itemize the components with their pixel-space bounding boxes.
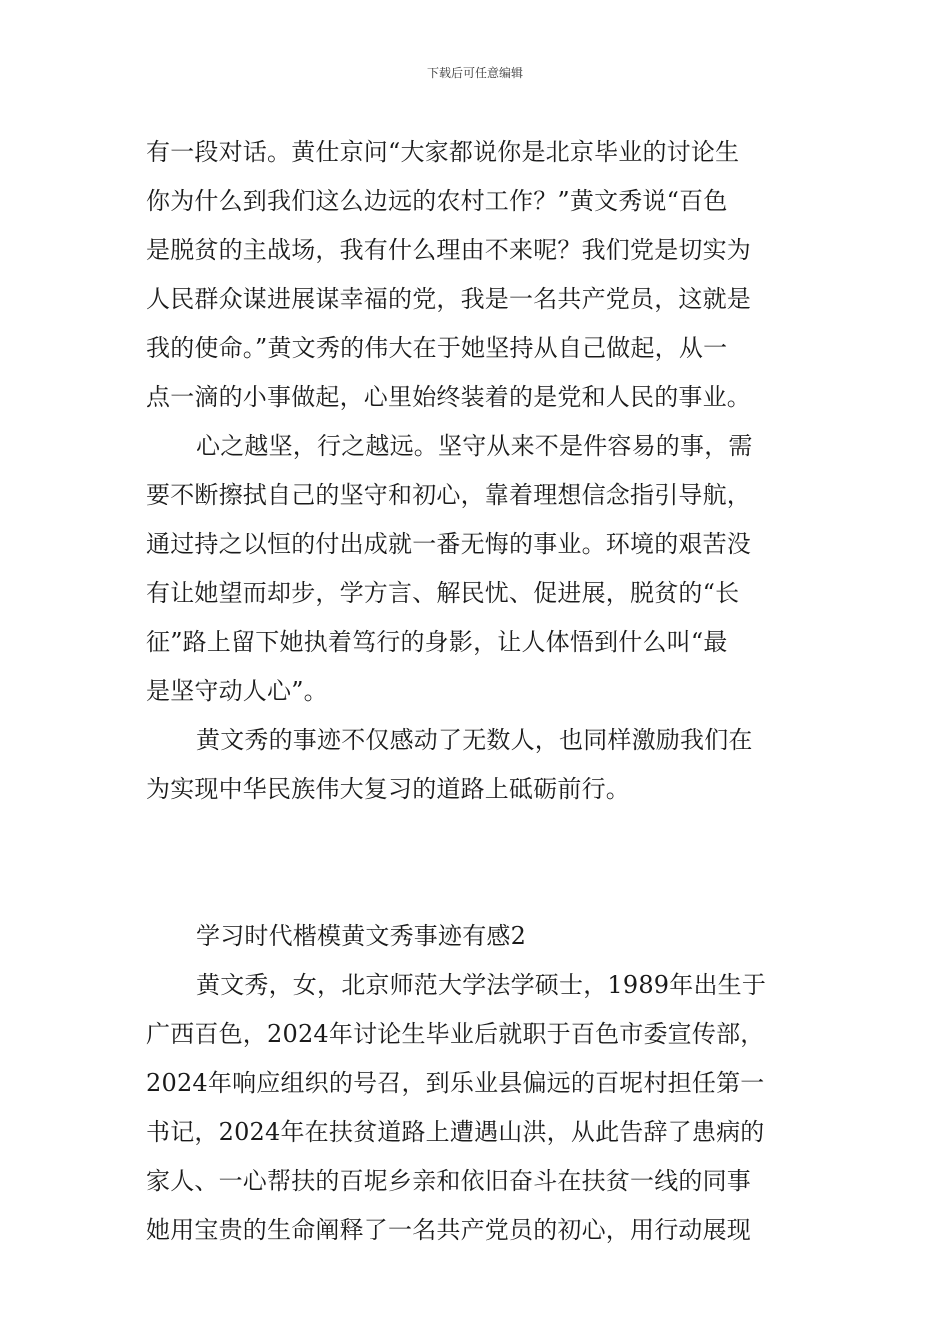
section-title: 学习时代楷模黄文秀事迹有感2 xyxy=(196,922,527,950)
text-line: 点一滴的小事做起，心里始终装着的是党和人民的事业。 xyxy=(146,383,751,411)
text-line: 要不断擦拭自己的坚守和初心，靠着理想信念指引导航， xyxy=(146,481,751,509)
text-line: 人民群众谋进展谋幸福的党，我是一名共产党员，这就是 xyxy=(146,285,751,313)
text-line: 心之越坚，行之越远。坚守从来不是件容易的事，需 xyxy=(196,432,753,460)
paragraph-gap xyxy=(146,814,808,912)
text-line: 你为什么到我们这么边远的农村工作？”黄文秀说“百色 xyxy=(146,187,728,215)
text-line: 家人、一心帮扶的百坭乡亲和依旧奋斗在扶贫一线的同事 xyxy=(146,1167,751,1195)
document-body xyxy=(146,128,808,1255)
text-line: 广西百色，2024年讨论生毕业后就职于百色市委宣传部， xyxy=(146,1020,765,1048)
header-note: 下载后可任意编辑 xyxy=(426,66,523,80)
text-line: 是脱贫的主战场，我有什么理由不来呢？我们党是切实为 xyxy=(146,236,751,264)
text-line: 黄文秀的事迹不仅感动了无数人，也同样激励我们在 xyxy=(196,726,753,754)
text-line: 有让她望而却步，学方言、解民忧、促进展，脱贫的“长 xyxy=(146,579,740,607)
text-line: 她用宝贵的生命阐释了一名共产党员的初心，用行动展现 xyxy=(146,1216,751,1244)
text-line: 有一段对话。黄仕京问“大家都说你是北京毕业的讨论生 xyxy=(146,138,740,166)
text-line: 通过持之以恒的付出成就一番无悔的事业。环境的艰苦没 xyxy=(146,530,751,558)
text-line: 我的使命。”黄文秀的伟大在于她坚持从自己做起，从一 xyxy=(146,334,728,362)
text-line: 书记，2024年在扶贫道路上遭遇山洪，从此告辞了患病的 xyxy=(146,1118,765,1146)
text-line: 为实现中华民族伟大复习的道路上砥砺前行。 xyxy=(146,775,630,803)
text-line: 2024年响应组织的号召，到乐业县偏远的百坭村担任第一 xyxy=(146,1069,765,1097)
text-line: 是坚守动人心”。 xyxy=(146,677,328,705)
text-line: 黄文秀，女，北京师范大学法学硕士，1989年出生于 xyxy=(196,971,767,999)
text-line: 征”路上留下她执着笃行的身影，让人体悟到什么叫“最 xyxy=(146,628,728,656)
